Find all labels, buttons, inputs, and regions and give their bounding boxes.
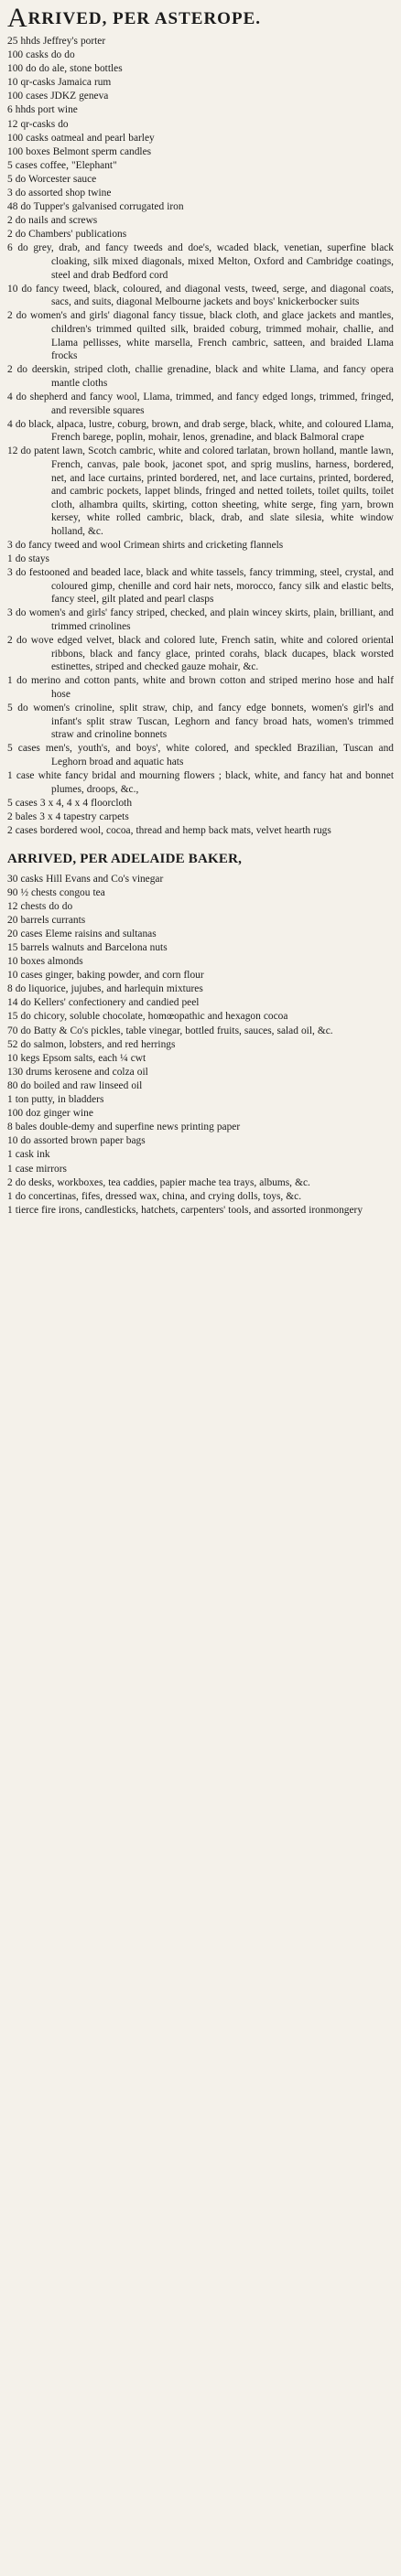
cargo-entry: 10 cases ginger, baking powder, and corn flour bbox=[7, 970, 204, 982]
cargo-entry: 8 bales double-demy and superfine news printing paper bbox=[7, 1122, 241, 1133]
cargo-list-adelaide-baker bbox=[7, 873, 394, 1218]
cargo-entry: 8 do liquorice, jujubes, and harlequin mixtures bbox=[7, 983, 203, 995]
cargo-entry: 2 cases bordered wool, cocoa, thread and hemp back mats, velvet hearth rugs bbox=[7, 824, 331, 836]
cargo-entry: 12 chests do do bbox=[7, 900, 73, 912]
cargo-entry: 1 do merino and cotton pants, white and brown cotton and striped merino hose and half hose bbox=[7, 675, 394, 700]
cargo-entry: 2 do Chambers' publications bbox=[7, 229, 127, 241]
cargo-entry: 2 do desks, workboxes, tea caddies, papier mache tea trays, albums, &c. bbox=[7, 1176, 310, 1188]
heading-text: RRIVED, PER ASTEROPE. bbox=[27, 9, 261, 28]
cargo-entry: 4 do shepherd and fancy wool, Llama, trimmed, and fancy edged longs, trimmed, fringed, and reversible squares bbox=[7, 391, 394, 416]
cargo-entry: 14 do Kellers' confectionery and candied peel bbox=[7, 997, 200, 1009]
cargo-entry: 52 do salmon, lobsters, and red herrings bbox=[7, 1038, 176, 1050]
cargo-entry: 130 drums kerosene and colza oil bbox=[7, 1066, 148, 1078]
cargo-entry: 1 do stays bbox=[7, 553, 49, 565]
cargo-entry: 12 do patent lawn, Scotch cambric, white and colored tarlatan, brown holland, mantle lawn, French, canvas, pale book, jaconet spot, and sprig muslins, harness, bordered, net, and lace curtains, printed bordered, net, and lace curtains, printed, bordered, and cambric pockets, lappet blinds, fringed and netted toilets, toilet quilts, toilet cloth, alhambra quilts, skirting, cotton sheeting, white serge, fing yarn, brown kersey, white rolled cambric, black, drab, and slate silesia, white window holland, &c. bbox=[7, 445, 394, 537]
cargo-entry: 3 do festooned and beaded lace, black and white tassels, fancy trimming, steel, crystal, and coloured gimp, chenille and cord hair nets, morocco, fancy silk and elastic belts, fancy steel, gilt plated and pearl clasps bbox=[7, 567, 394, 606]
cargo-entry: 1 cask ink bbox=[7, 1149, 50, 1161]
cargo-entry: 1 ton putty, in bladders bbox=[7, 1094, 104, 1106]
cargo-entry: 90 ½ chests congou tea bbox=[7, 886, 105, 898]
cargo-entry: 100 do do ale, stone bottles bbox=[7, 63, 123, 75]
cargo-entry: 4 do black, alpaca, lustre, coburg, brown, and drab serge, black, white, and coloured Llama, French barege, poplin, mohair, lenos, grenadine, and black Balmoral crape bbox=[7, 418, 394, 444]
cargo-entry: 10 qr-casks Jamaica rum bbox=[7, 77, 112, 89]
cargo-entry: 5 do women's crinoline, split straw, chip, and fancy edge bonnets, women's girl's and infant's split straw Tuscan, Leghorn and fancy broad hats, women's trimmed straw and crinoline bonnets bbox=[7, 703, 394, 741]
cargo-entry: 2 do women's and girls' diagonal fancy tissue, black cloth, and glace jackets and mantles, children's trimmed quilted silk, braided coburg, trimmed mohair, challie, and Llama pellisses, white marsella, French cambric, satteen, and braided Llama frocks bbox=[7, 310, 394, 362]
section-heading-asterope bbox=[7, 3, 394, 33]
cargo-entry: 15 do chicory, soluble chocolate, homœopathic and hexagon cocoa bbox=[7, 1011, 288, 1023]
cargo-entry: 1 tierce fire irons, candlesticks, hatchets, carpenters' tools, and assorted ironmongery bbox=[7, 1204, 363, 1216]
cargo-entry: 100 boxes Belmont sperm candles bbox=[7, 145, 152, 157]
cargo-entry: 100 doz ginger wine bbox=[7, 1108, 93, 1120]
cargo-entry: 1 case mirrors bbox=[7, 1163, 67, 1175]
cargo-entry: 2 do deerskin, striped cloth, challie grenadine, black and white Llama, and fancy opera mantle cloths bbox=[7, 364, 394, 389]
cargo-entry: 20 barrels currants bbox=[7, 914, 86, 926]
cargo-entry: 30 casks Hill Evans and Co's vinegar bbox=[7, 873, 164, 885]
cargo-entry: 80 do boiled and raw linseed oil bbox=[7, 1079, 143, 1091]
cargo-entry: 100 casks do do bbox=[7, 49, 75, 61]
cargo-entry: 5 cases 3 x 4, 4 x 4 floorcloth bbox=[7, 797, 133, 809]
cargo-entry: 6 hhds port wine bbox=[7, 104, 78, 116]
section-heading-adelaide-baker: ARRIVED, PER ADELAIDE BAKER, bbox=[7, 851, 243, 866]
cargo-entry: 10 do assorted brown paper bags bbox=[7, 1135, 146, 1147]
cargo-entry: 100 cases JDKZ geneva bbox=[7, 91, 109, 102]
drop-cap: A bbox=[7, 3, 28, 33]
cargo-entry: 2 do wove edged velvet, black and colored lute, French satin, white and colored oriental ribbons, black and fancy glace, printed corahs, black ducapes, black worsted estinettes, striped and checked gauze mohair, &c. bbox=[7, 635, 394, 673]
cargo-entry: 3 do fancy tweed and wool Crimean shirts and cricketing flannels bbox=[7, 539, 284, 551]
cargo-entry: 5 cases coffee, "Elephant" bbox=[7, 159, 117, 171]
cargo-entry: 3 do assorted shop twine bbox=[7, 188, 112, 199]
cargo-entry: 10 kegs Epsom salts, each ¼ cwt bbox=[7, 1052, 146, 1064]
cargo-entry: 20 cases Eleme raisins and sultanas bbox=[7, 928, 157, 939]
cargo-entry: 100 casks oatmeal and pearl barley bbox=[7, 132, 155, 144]
cargo-entry: 1 case white fancy bridal and mourning flowers ; black, white, and fancy hat and bonnet plumes, droops, &c., bbox=[7, 770, 394, 795]
cargo-entry: 48 do Tupper's galvanised corrugated iron bbox=[7, 201, 184, 213]
cargo-entry: 3 do women's and girls' fancy striped, checked, and plain wincey skirts, plain, brilliant, and trimmed crinolines bbox=[7, 607, 394, 633]
cargo-entry: 2 bales 3 x 4 tapestry carpets bbox=[7, 810, 129, 822]
cargo-entry: 6 do grey, drab, and fancy tweeds and doe's, wcaded black, venetian, superfine black cloaking, silk mixed diagonals, mixed Melton, Oxford and Cambridge coatings, steel and drab Bedford cord bbox=[7, 242, 394, 281]
cargo-entry: 5 do Worcester sauce bbox=[7, 173, 97, 185]
cargo-entry: 5 cases men's, youth's, and boys', white colored, and speckled Brazilian, Tuscan and Leghorn broad and aquatic hats bbox=[7, 743, 394, 767]
cargo-entry: 25 hhds Jeffrey's porter bbox=[7, 36, 106, 47]
cargo-list-asterope bbox=[7, 35, 394, 838]
cargo-entry: 12 qr-casks do bbox=[7, 118, 69, 130]
cargo-entry: 10 do fancy tweed, black, coloured, and diagonal vests, tweed, serge, and diagonal coats, sacs, and suits, diagonal Melbourne jackets and boys' knickerbocker suits bbox=[7, 283, 394, 308]
cargo-entry: 1 do concertinas, fifes, dressed wax, china, and crying dolls, toys, &c. bbox=[7, 1190, 302, 1202]
cargo-entry: 2 do nails and screws bbox=[7, 215, 98, 227]
cargo-entry: 10 boxes almonds bbox=[7, 956, 83, 968]
cargo-entry: 70 do Batty & Co's pickles, table vinegar, bottled fruits, sauces, salad oil, &c. bbox=[7, 1025, 333, 1036]
cargo-entry: 15 barrels walnuts and Barcelona nuts bbox=[7, 942, 168, 953]
